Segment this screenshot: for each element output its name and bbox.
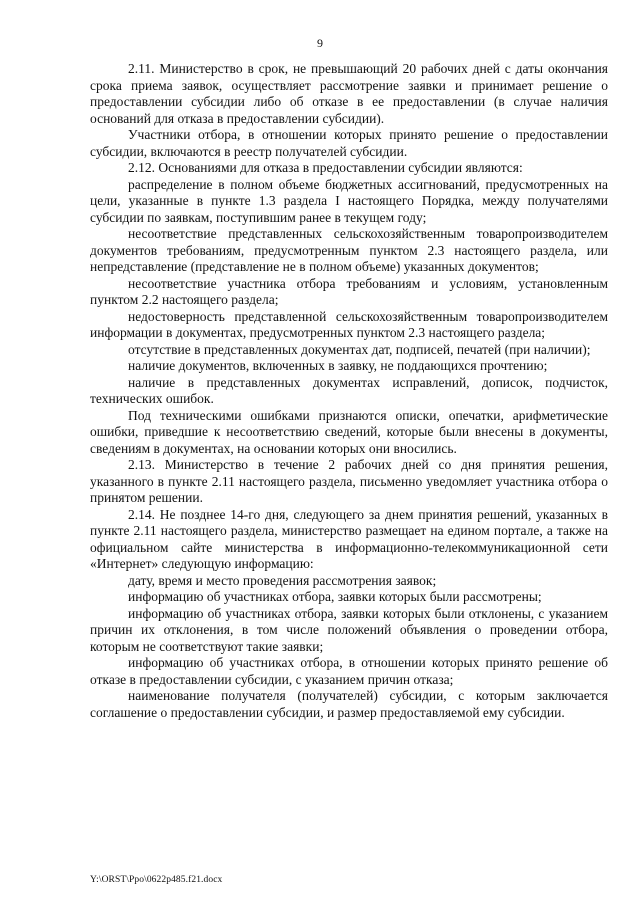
info-item-recipient: наименование получателя (получателей) субсидии, с которым заключается соглашение о предоставлении субсидии, и размер предоставляемой ему субсидии. <box>90 688 608 720</box>
refusal-reason-unreadable: наличие документов, включенных в заявку, не поддающихся прочтению; <box>128 358 548 373</box>
info-item-date-time: дату, время и место проведения рассмотрения заявок; <box>128 572 437 588</box>
refusal-reason-budget: распределение в полном объеме бюджетных ассигнований, предусмотренных на цели, указанные в пункте 1.3 раздела I настоящего Порядка, между получателями субсидии по заявкам, поступившим ранее в текущем году; <box>90 176 608 225</box>
paragraph-2-13: 2.13. Министерство в течение 2 рабочих дней со дня принятия решения, указанного в пункте 2.11 настоящего раздела, письменно уведомляет участника отбора о принятом решении. <box>90 457 608 505</box>
refusal-reason-false-info: недостоверность представленной сельскохозяйственным товаропроизводителем информации в документах, предусмотренных пунктом 2.3 настоящего раздела; <box>90 308 608 340</box>
info-item-refused: информацию об участниках отбора, в отношении которых принято решение об отказе в предоставлении субсидии, с указанием причин отказа; <box>90 655 608 687</box>
info-item-reviewed: информацию об участниках отбора, заявки которых были рассмотрены; <box>128 589 542 604</box>
paragraph-2-11: 2.11. Министерство в срок, не превышающий 20 рабочих дней с даты окончания срока приема заявок, осуществляет рассмотрение заявки и принимает решение о предоставлении субсидии либо об отказе в ее предоставлении (в случае наличия оснований для отказа в предоставлении субсидии). <box>90 61 608 126</box>
page-number: 9 <box>317 36 323 50</box>
footer-file-path: Y:\ORST\Ppo\0622p485.f21.docx <box>90 875 223 885</box>
paragraph-registry: Участники отбора, в отношении которых принято решение о предоставлении субсидии, включаются в реестр получателей субсидии. <box>90 127 608 159</box>
refusal-reason-corrections: наличие в представленных документах исправлений, дописок, подчисток, технических ошибок. <box>90 374 608 406</box>
refusal-reason-requirements: несоответствие участника отбора требованиям и условиям, установленным пунктом 2.2 настоящего раздела; <box>90 275 608 307</box>
paragraph-2-12: 2.12. Основаниями для отказа в предоставлении субсидии являются: <box>128 160 523 175</box>
refusal-reason-missing-signatures: отсутствие в представленных документах дат, подписей, печатей (при наличии); <box>128 341 591 357</box>
technical-errors-definition: Под техническими ошибками признаются описки, опечатки, арифметические ошибки, приведшие к несоответствию сведений, которые были внесены в документы, сведениям в документах, на основании которых они вносились. <box>90 407 608 456</box>
info-item-rejected: информацию об участниках отбора, заявки которых были отклонены, с указанием причин их отклонения, в том числе положений объявления о проведении отбора, которым не соответствуют такие заявки; <box>90 605 608 654</box>
refusal-reason-documents: несоответствие представленных сельскохозяйственным товаропроизводителем документов требованиям, предусмотренным пунктом 2.3 настоящего раздела, или непредставление (представление не в полном объеме) указанных документов; <box>90 226 608 274</box>
document-body <box>90 61 608 721</box>
paragraph-2-14: 2.14. Не позднее 14-го дня, следующего за днем принятия решений, указанных в пункте 2.11 настоящего раздела, министерство размещает на едином портале, а также на официальном сайте министерства в информационно-телекоммуникационной сети «Интернет» следующую информацию: <box>90 506 608 571</box>
